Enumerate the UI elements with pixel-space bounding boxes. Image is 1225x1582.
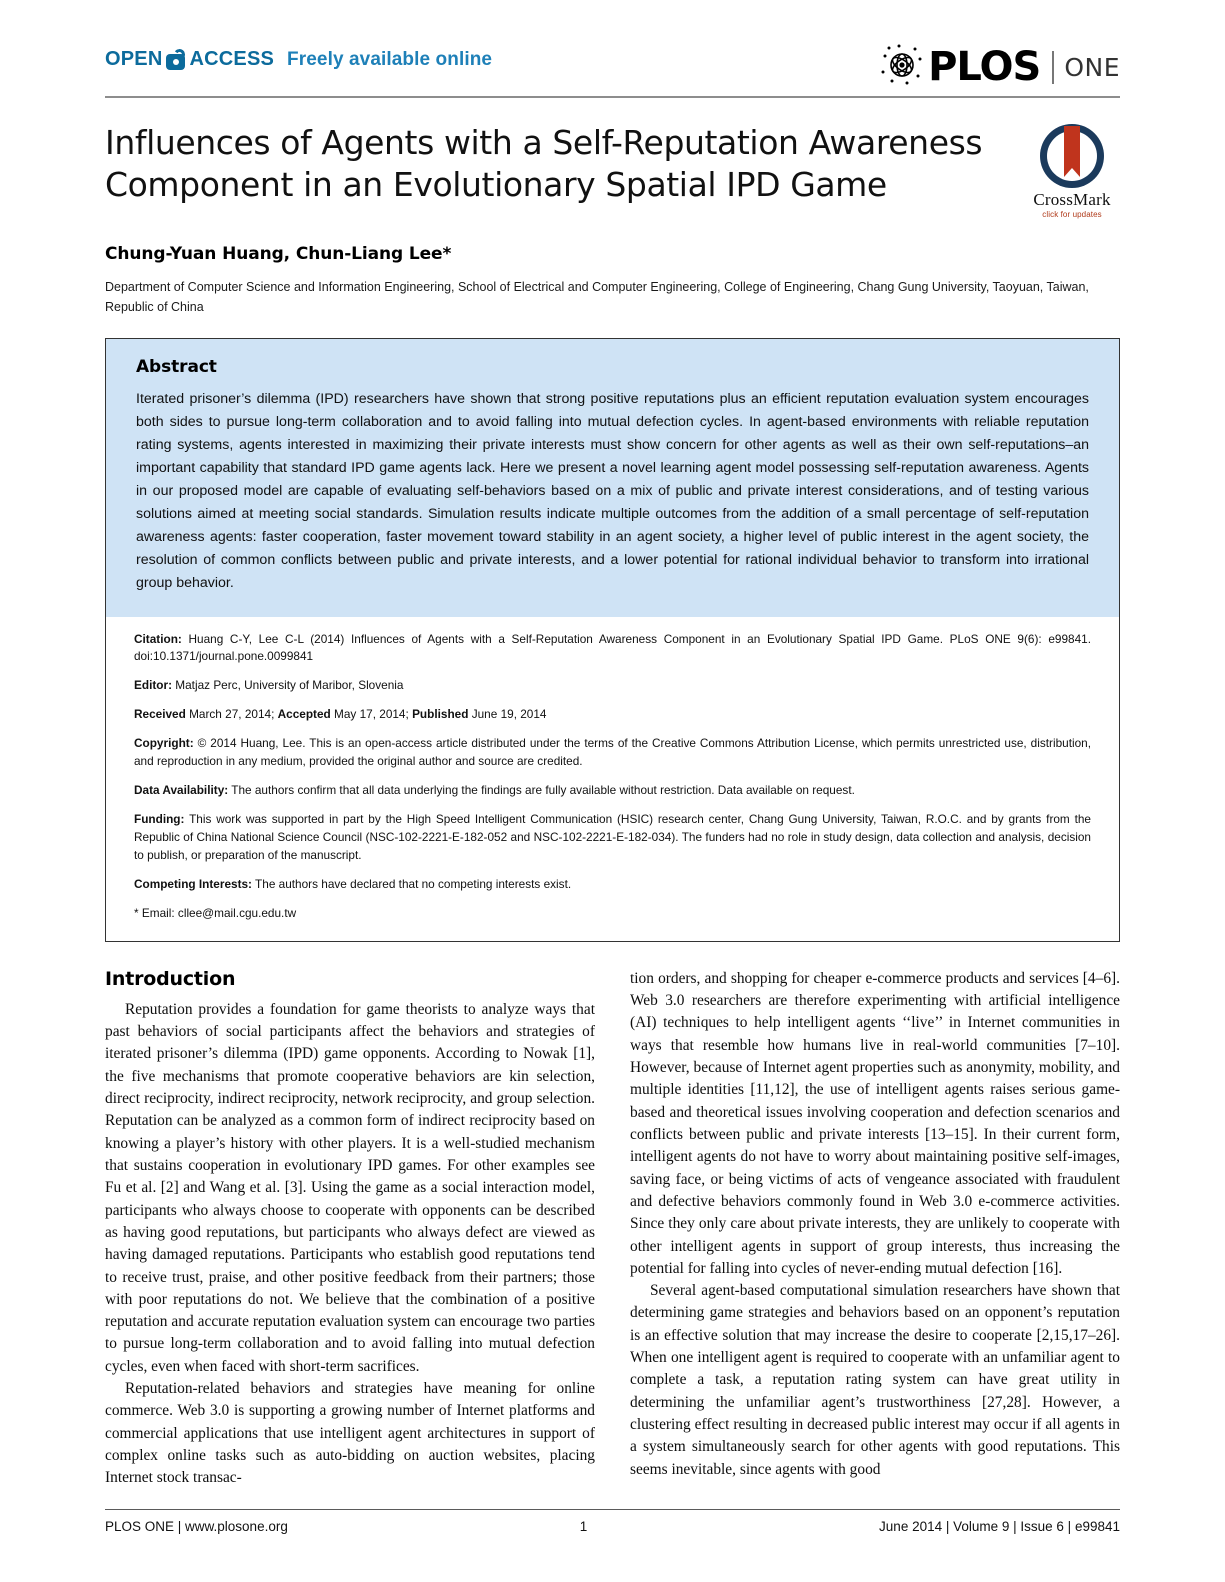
corresponding-email[interactable]: * Email: cllee@mail.cgu.edu.tw [134,905,297,920]
editor-label: Editor: [134,678,173,693]
page-header [105,44,1120,92]
footer-page-number: 1 [579,1519,588,1534]
copyright-line [134,735,1091,771]
data-availability-line [134,782,1091,800]
received-date: March 27, 2014; [185,707,278,722]
footer-journal-url[interactable]: PLOS ONE | www.plosone.org [105,1519,288,1534]
copyright-label: Copyright: [134,736,194,751]
header-rule [105,96,1120,98]
published-label: Published [412,707,469,722]
paragraph: tion orders, and shopping for cheaper e-commerce products and services [4–6]. Web 3.0 researchers are therefore experimenting with artificial intelligence (AI) techniques to help intelligent agents ‘‘live’’ in Internet communities in ways that resemble how humans live in real-world communities [7–10]. However, because of Internet agent properties such as anonymity, mobility, and multiple identities [11,12], the use of intelligent agents raises serious game-based and theoretical issues involving cooperation and defection scenarios and conflicts between public and private interests [13–15]. In their current form, intelligent agents do not have to worry about maintaining positive self-images, saving face, or being victims of acts of vengeance associated with fraudulent and defective behaviors commonly found in Web 3.0 e-commerce activities. Since they only care about private interests, they are unlikely to cooperate with other intelligent agents in support of group interests, thus increasing the potential for falling into cycles of never-ending mutual defection [16]. [630,969,1120,1277]
page-footer [105,1509,1120,1534]
open-access-banner[interactable] [105,48,492,71]
plos-wordmark: PLOS [928,44,1041,90]
competing-interests-line [134,876,1091,894]
footer-rule [105,1509,1120,1510]
column-left [105,968,595,1490]
crossmark-subtitle: click for updates [1042,210,1102,219]
abstract-section [106,339,1119,617]
funding-label: Funding: [134,811,185,826]
journal-name: ONE [1064,52,1120,82]
citation-label: Citation: [134,631,182,646]
dates-line [134,706,1091,724]
freely-available-label: Freely available online [287,48,493,70]
plos-atom-icon [880,44,924,91]
page-title: Influences of Agents with a Self-Reputation Awareness Component in an Evolutionary Spatial IPD Game [105,123,983,205]
editor-line [134,677,1091,695]
competing-interests-text: The authors have declared that no competing interests exist. [251,876,572,891]
crossmark-icon [1040,124,1104,188]
author-list: Chung-Yuan Huang, Chun-Liang Lee* [105,244,452,264]
crossmark-badge[interactable] [1024,124,1120,219]
competing-interests-label: Competing Interests: [134,876,252,891]
editor-text: Matjaz Perc, University of Maribor, Slovenia [172,678,404,693]
citation-text: Huang C-Y, Lee C-L (2014) Influences of Agents with a Self-Reputation Awareness Component in an Evolutionary Spatial IPD Game. PLoS ONE 9(6): e99841. doi:10.1371/journal.pone.0099841 [134,631,1091,664]
paragraph: Reputation-related behaviors and strategies have meaning for online commerce. Web 3.0 is supporting a growing number of Internet platforms and commercial applications that use intelligent agent architectures in support of complex online tasks such as auto-bidding on auction websites, placing Internet stock transac- [105,1380,595,1487]
abstract-info-box [105,338,1120,942]
accepted-label: Accepted [277,707,331,722]
published-date: June 19, 2014 [468,707,547,722]
open-access-access-label: ACCESS [189,48,275,70]
column-right [630,968,1120,1490]
footer-issue-info: June 2014 | Volume 9 | Issue 6 | e99841 [879,1519,1120,1534]
title-block [105,122,1120,219]
citation-line [134,631,1091,667]
funding-text: This work was supported in part by the High Speed Intelligent Communication (HSIC) research center, Chang Gung University, Taiwan, R.O.C. and by grants from the Republic of China National Science Council (NSC-102-2221-E-182-052 and NSC-102-2221-E-182-034). The funders had no role in study design, data collection and analysis, decision to publish, or preparation of the manuscript. [134,811,1091,862]
copyright-text: © 2014 Huang, Lee. This is an open-access article distributed under the terms of the Creative Commons Attribution License, which permits unrestricted use, distribution, and reproduction in any medium, provided the original author and source are credited. [134,736,1091,769]
open-lock-icon [166,49,185,70]
accepted-date: May 17, 2014; [330,707,413,722]
data-availability-label: Data Availability: [134,783,229,798]
logo-divider [1052,51,1054,84]
crossmark-label: CrossMark [1033,190,1111,209]
abstract-text: Iterated prisoner’s dilemma (IPD) researchers have shown that strong positive reputations plus an efficient reputation evaluation system encourages both sides to pursue long-term collaboration and to avoid falling into mutual defection cycles. In agent-based environments with reliable reputation rating systems, agents interested in maximizing their private interests must show concern for other agents as well as their own self-reputations–an important capability that standard IPD game agents lack. Here we present a novel learning agent model possessing self-reputation awareness. Agents in our proposed model are capable of evaluating self-behaviors based on a mix of public and private interest considerations, and of testing various solutions aimed at meeting social standards. Simulation results indicate multiple outcomes from the addition of a small percentage of self-reputation awareness agents: faster cooperation, faster movement toward stability in an agent society, a higher level of public interest in the agent society, the resolution of common conflicts between public and private interests, and a lower potential for rational individual behavior to transform into irrational group behavior. [136,390,1089,591]
abstract-heading: Abstract [136,356,217,377]
paragraph: Several agent-based computational simulation researchers have shown that determining game strategies and behaviors based on an opponent’s reputation is an effective solution that may increase the desire to cooperate [2,15,17–26]. When one intelligent agent is required to cooperate with an unfamiliar agent to complete a task, a reputation rating system can have great utility in determining the unfamiliar agent’s trustworthiness [27,28]. However, a clustering effect resulting in decreased public interest may occur if all agents in a system simultaneously search for other agents with good reputations. This seems inevitable, since agents with good [630,1282,1120,1478]
article-metadata [106,617,1119,941]
open-access-open-label: OPEN [105,48,163,70]
affiliation: Department of Computer Science and Information Engineering, School of Electrical and Computer Engineering, College of Engineering, Chang Gung University, Taoyuan, Taiwan, Republic of China [105,280,1089,315]
body-columns [105,968,1120,1490]
plos-one-logo[interactable] [880,44,1120,90]
section-heading-introduction: Introduction [105,967,236,990]
paragraph: Reputation provides a foundation for game theorists to analyze ways that past behaviors of social participants affect the behaviors and strategies of iterated prisoner’s dilemma (IPD) game opponents. According to Nowak [1], the five mechanisms that promote cooperative behaviors are kin selection, direct reciprocity, indirect reciprocity, network reciprocity, and group selection. Reputation can be analyzed as a common form of indirect reciprocity based on knowing a player’s history with other players. It is a well-studied mechanism that sustains cooperation in evolutionary IPD games. For other examples see Fu et al. [2] and Wang et al. [3]. Using the game as a social interaction model, participants who always choose to cooperate with opponents can be described as having good reputations, but participants who always defect are viewed as having damaged reputations. Participants who establish good reputations tend to receive trust, praise, and other positive feedback from their partners; those with poor reputations do not. We believe that the combination of a positive reputation and accurate reputation evaluation system can encourage two parties to pursue long-term collaboration and to avoid falling into mutual defection cycles, even when faced with short-term sacrifices. [105,1000,595,1375]
funding-line [134,811,1091,865]
received-label: Received [134,707,186,722]
data-availability-text: The authors confirm that all data underlying the findings are fully available without restriction. Data available on request. [228,783,855,798]
